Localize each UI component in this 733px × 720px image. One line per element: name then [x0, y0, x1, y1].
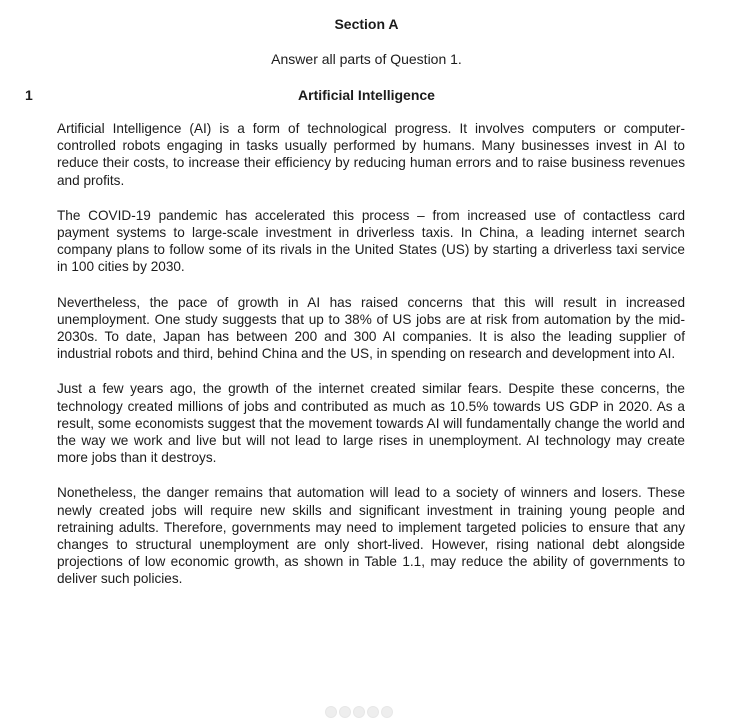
page-dot[interactable] — [325, 706, 337, 718]
section-title: Section A — [334, 16, 399, 32]
question-number: 1 — [25, 87, 33, 103]
page-dot[interactable] — [353, 706, 365, 718]
question-body — [57, 120, 685, 606]
page-dot[interactable] — [339, 706, 351, 718]
question-title: Artificial Intelligence — [298, 87, 435, 103]
paragraph-2: The COVID-19 pandemic has accelerated this process – from increased use of contactless card payment systems to large-scale investment in driverless taxis. In China, a leading internet search company plans to follow some of its rivals in the United States (US) by starting a driverless taxi service in 100 cities by 2030. — [57, 207, 685, 275]
page-indicator — [325, 706, 393, 718]
paragraph-5: Nonetheless, the danger remains that automation will lead to a society of winners and losers. These newly created jobs will require new skills and significant investment in training young people and retraining adults. Therefore, governments may need to implement targeted policies to ensure that any changes to structural unemployment are only short-lived. However, rising national debt alongside projections of low economic growth, as shown in Table 1.1, may reduce the ability of governments to deliver such policies. — [57, 485, 685, 587]
paragraph-3: Nevertheless, the pace of growth in AI has raised concerns that this will result in increased unemployment. One study suggests that up to 38% of US jobs are at risk from automation by the mid-2030s. To date, Japan has between 200 and 300 AI companies. It is also the leading supplier of industrial robots and third, behind China and the US, in spending on research and development into AI. — [57, 294, 685, 362]
paragraph-1: Artificial Intelligence (AI) is a form of technological progress. It involves computers or computer-controlled robots engaging in tasks usually performed by humans. Many businesses invest in AI to reduce their costs, to increase their efficiency by reducing human errors and to raise business revenues and profits. — [57, 121, 685, 188]
paragraph-4: Just a few years ago, the growth of the internet created similar fears. Despite these concerns, the technology created millions of jobs and contributed as much as 10.5% towards US GDP in 2020. As a result, some economists suggest that the movement towards AI will fundamentally change the world and the way we work and live but will not lead to large rises in unemployment. AI technology may create more jobs than it destroys. — [57, 381, 685, 466]
page-dot[interactable] — [367, 706, 379, 718]
section-instruction: Answer all parts of Question 1. — [271, 51, 462, 67]
page-dot[interactable] — [381, 706, 393, 718]
